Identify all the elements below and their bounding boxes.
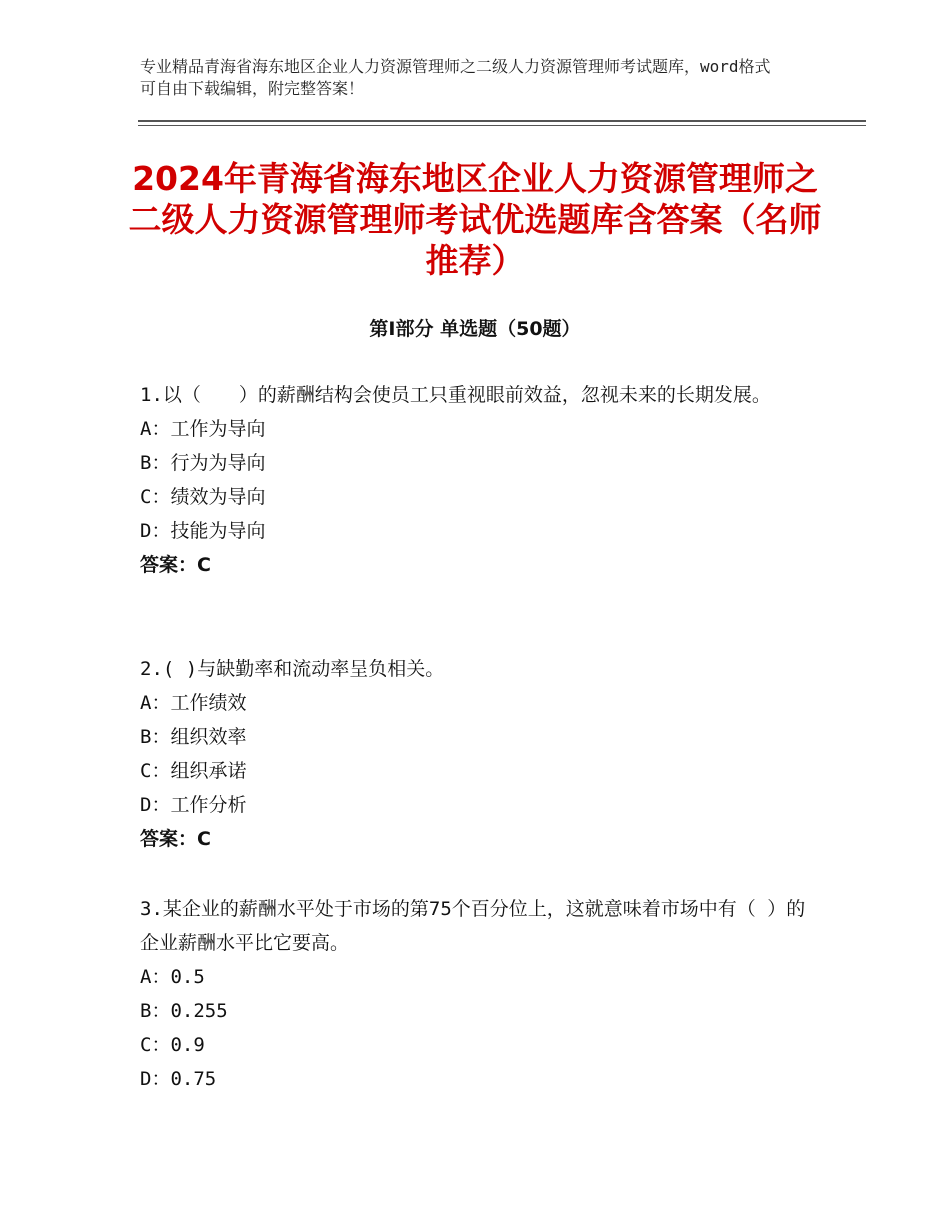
option-a: A：工作绩效 [140,692,247,714]
header-note: 专业精品青海省海东地区企业人力资源管理师之二级人力资源管理师考试题库，word格式可自由下载编辑，附完整答案！ [140,57,771,98]
option-d: D：工作分析 [140,794,247,816]
option-b: B：0.255 [140,1000,228,1022]
option-d: D：0.75 [140,1068,217,1090]
question-1 [140,378,810,582]
header-rule-thick [138,120,866,122]
option-b: B：组织效率 [140,726,247,748]
question-3 [140,892,810,1096]
question-2 [140,652,810,856]
question-stem: 3.某企业的薪酬水平处于市场的第75个百分位上，这就意味着市场中有（ ）的企业薪酬水平比它要高。 [140,898,806,954]
answer-label: 答案：C [140,828,211,850]
document-title: 2024年青海省海东地区企业人力资源管理师之二级人力资源管理师考试优选题库含答案（名师推荐） [128,159,822,280]
section-heading: 第Ⅰ部分 单选题（50题） [369,318,581,340]
question-stem: 2.( )与缺勤率和流动率呈负相关。 [140,658,445,680]
option-a: A：0.5 [140,966,205,988]
answer-label: 答案：C [140,554,211,576]
option-c: C：0.9 [140,1034,205,1056]
question-stem: 1.以（ ）的薪酬结构会使员工只重视眼前效益，忽视未来的长期发展。 [140,384,771,406]
option-c: C：绩效为导向 [140,486,266,508]
option-c: C：组织承诺 [140,760,247,782]
header-rule-thin [138,125,866,126]
option-d: D：技能为导向 [140,520,266,542]
option-a: A：工作为导向 [140,418,266,440]
option-b: B：行为为导向 [140,452,266,474]
